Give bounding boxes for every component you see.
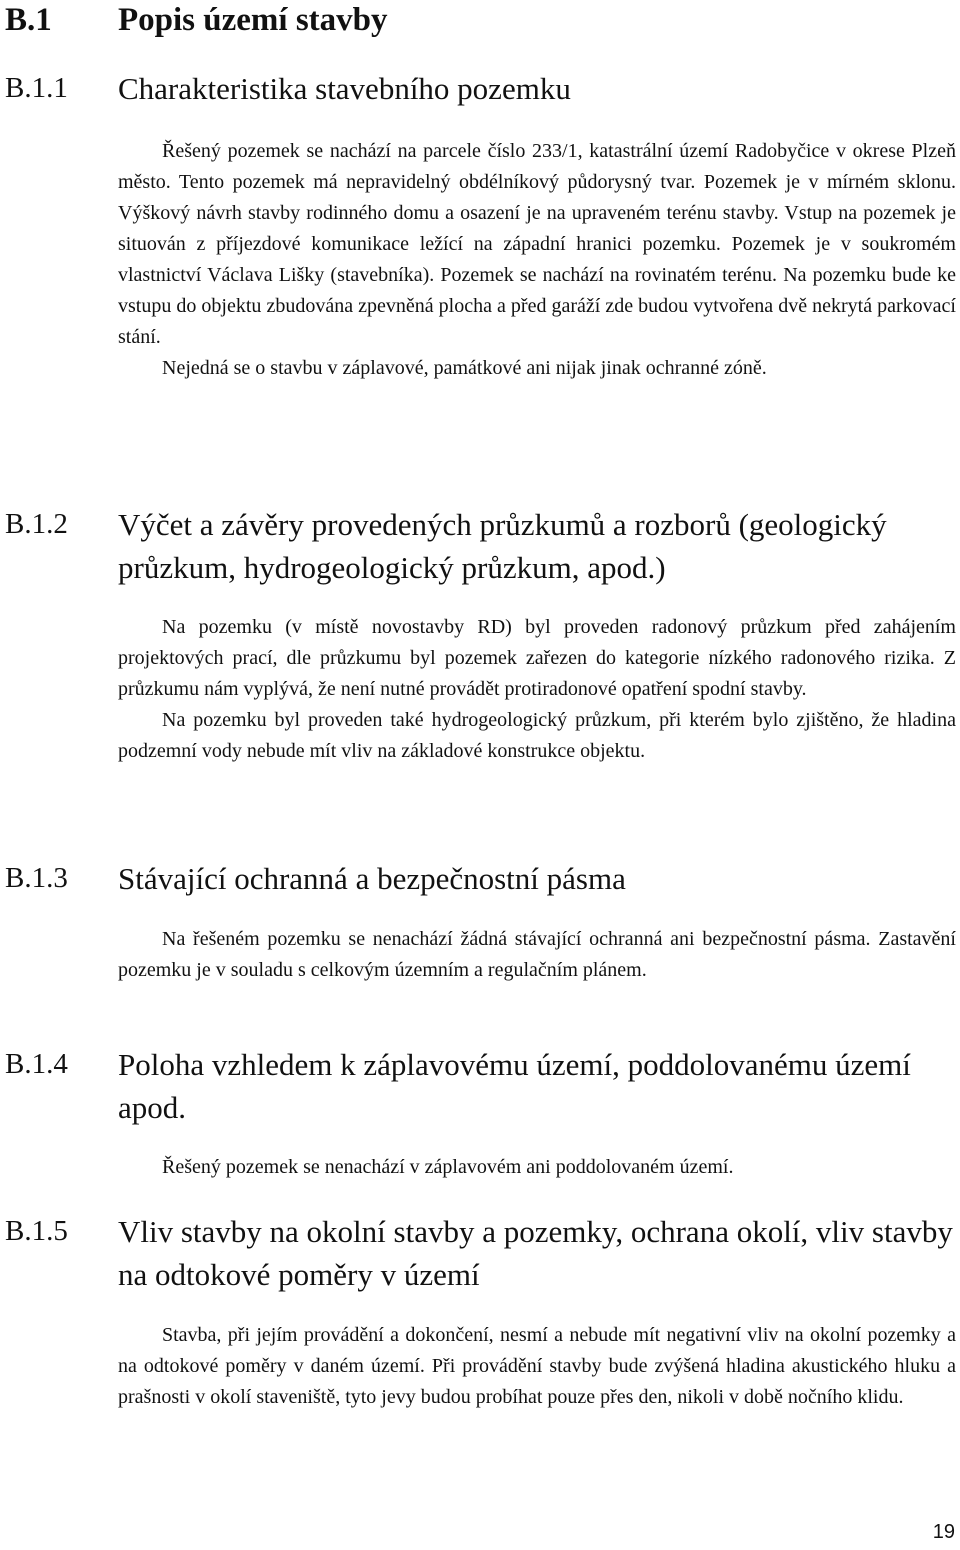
section-title: Poloha vzhledem k záplavovému území, poddolovanému území apod.: [118, 1047, 911, 1125]
section-title: Vliv stavby na okolní stavby a pozemky, ochrana okolí, vliv stavby na odtokové poměry v území: [118, 1214, 953, 1292]
main-heading-title: Popis území stavby: [118, 2, 388, 38]
section-body-b15: [118, 1320, 956, 1413]
section-number: B.1.5: [5, 1215, 68, 1247]
section-number: B.1.3: [5, 862, 68, 894]
section-number: B.1.2: [5, 508, 68, 540]
paragraph: Stavba, při jejím provádění a dokončení, nesmí a nebude mít negativní vliv na okolní pozemky a na odtokové poměry v daném území. Při provádění stavby bude zvýšená hladina akustického hluku a prašnosti v okolí staveniště, tyto jevy budou probíhat pouze přes den, nikoli v době nočního klidu.: [118, 1324, 956, 1408]
section-number: B.1.1: [5, 72, 68, 104]
section-title: Charakteristika stavebního pozemku: [118, 71, 571, 106]
page-number: 19: [932, 1521, 955, 1543]
section-body-b14: [118, 1152, 956, 1183]
section-title: Výčet a závěry provedených průzkumů a rozborů (geologický průzkum, hydrogeologický průzkum, apod.): [118, 507, 887, 585]
section-body-b12: [118, 612, 956, 767]
main-heading-number: B.1: [5, 2, 52, 38]
paragraph: Řešený pozemek se nachází na parcele číslo 233/1, katastrální území Radobyčice v okrese Plzeň město. Tento pozemek má nepravidelný obdélníkový půdorysný tvar. Pozemek je v mírném sklonu. Výškový návrh stavby rodinného domu a osazení je na upraveném terénu stavby. Vstup na pozemek je situován z příjezdové komunikace ležící na západní hranici pozemku. Pozemek je v soukromém vlastnictví Václava Lišky (stavebníka). Pozemek se nachází na rovinatém terénu. Na pozemku bude ke vstupu do objektu zbudována zpevněná plocha a před garáží zde budou vytvořena dvě nekrytá parkovací stání.: [118, 140, 956, 348]
paragraph: Na pozemku (v místě novostavby RD) byl proveden radonový průzkum před zahájením projektových prací, dle průzkumu byl pozemek zařezen do kategorie nízkého radonového rizika. Z průzkumu nám vyplývá, že není nutné provádět protiradonové opatření spodní stavby.: [118, 616, 956, 700]
paragraph: Na řešeném pozemku se nenachází žádná stávající ochranná ani bezpečnostní pásma. Zastavění pozemku je v souladu s celkovým územním a regulačním plánem.: [118, 928, 956, 981]
section-body-b13: [118, 924, 956, 986]
paragraph: Na pozemku byl proveden také hydrogeologický průzkum, při kterém bylo zjištěno, že hladina podzemní vody nebude mít vliv na základové konstrukce objektu.: [118, 709, 956, 762]
section-body-b11: [118, 136, 956, 384]
section-number: B.1.4: [5, 1048, 68, 1080]
section-title: Stávající ochranná a bezpečnostní pásma: [118, 861, 626, 896]
paragraph: Nejedná se o stavbu v záplavové, památkové ani nijak jinak ochranné zóně.: [162, 357, 767, 379]
paragraph: Řešený pozemek se nenachází v záplavovém ani poddolovaném území.: [162, 1156, 734, 1178]
